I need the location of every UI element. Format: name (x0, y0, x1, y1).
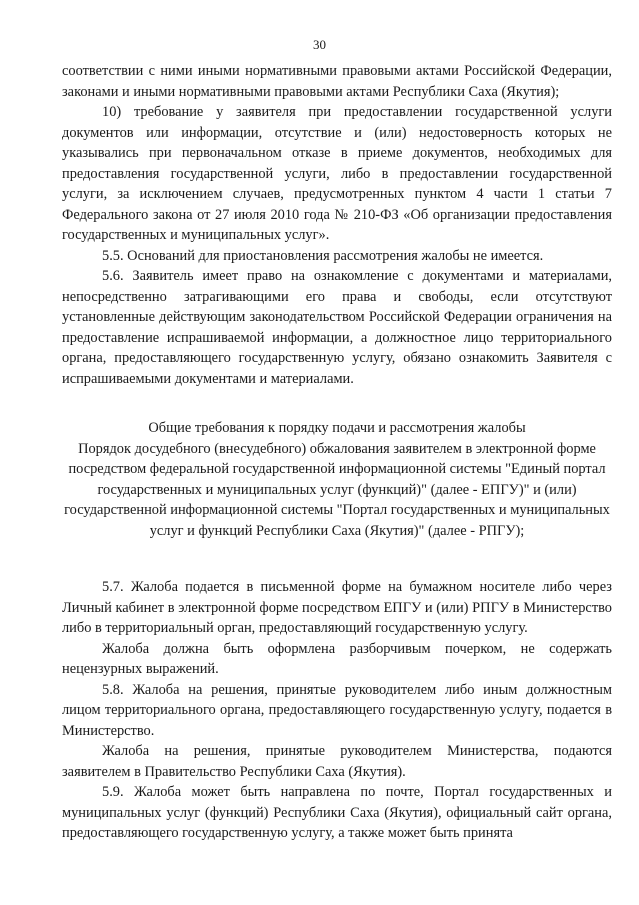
paragraph-5-9: 5.9. Жалоба может быть направлена по почте, Портал государственных и муниципальных услуг (функций) Республики Саха (Якутия), официальный сайт органа, предоставляющего государственную услугу, а также может быть принята (62, 784, 612, 841)
heading-line-appeal-procedure: Порядок досудебного (внесудебного) обжалования заявителем в электронной форме посредством федеральной государственной информационной системы "Единый портал государственных и муниципальных услуг (функций)" (далее - ЕПГУ)" и (или) государственной информационной системы "Портал государственных и муниципальных услуг и функций Республики Саха (Якутия)" (далее - РПГУ); (64, 440, 610, 539)
paragraph-5-6: 5.6. Заявитель имеет право на ознакомление с документами и материалами, непосредственно затрагивающими его права и свободы, если отсутствуют установленные действующим законодательством Российской Федерации ограничения на предоставление испрашиваемой информации, а должностное лицо территориального органа, предоставляющего государственную услугу, обязано ознакомить Заявителя с испрашиваемыми документами и материалами. (62, 268, 612, 387)
bottom-text-block (62, 577, 612, 844)
top-text-block (62, 61, 612, 389)
paragraph-continuation: соответствии с ними иными нормативными правовыми актами Российской Федерации, законами и иными нормативными правовыми актами Республики Саха (Якутия); (62, 63, 612, 100)
page-number: 30 (313, 37, 326, 52)
paragraph-complaint-format: Жалоба должна быть оформлена разборчивым почерком, не содержать нецензурных выражений. (62, 640, 612, 677)
paragraph-5-5: 5.5. Оснований для приостановления рассмотрения жалобы не имеется. (102, 247, 544, 264)
paragraph-complaint-government: Жалоба на решения, принятые руководителем Министерства, подаются заявителем в Правительство Республики Саха (Якутия). (62, 743, 612, 780)
heading-line-general-requirements: Общие требования к порядку подачи и рассмотрения жалобы (148, 420, 526, 436)
section-heading (62, 418, 612, 541)
paragraph-item-10: 10) требование у заявителя при предоставлении государственной услуги документов или информации, отсутствие и (или) недостоверность которых не указывались при первоначальном отказе в приеме документов, необходимых для предоставления государственной услуги, либо в предоставлении государственной услуги, за исключением случаев, предусмотренных пунктом 4 части 1 статьи 7 Федерального закона от 27 июля 2010 года № 210-ФЗ «Об организации предоставления государственных и муниципальных услуг». (62, 104, 612, 243)
paragraph-5-8: 5.8. Жалоба на решения, принятые руководителем либо иным должностным лицом территориального органа, предоставляющего государственную услугу, подается в Министерство. (62, 681, 612, 739)
paragraph-5-7: 5.7. Жалоба подается в письменной форме на бумажном носителе либо через Личный кабинет в электронной форме посредством ЕПГУ и (или) РПГУ в Министерство либо в территориальный орган, предоставляющий государственную услугу. (62, 579, 612, 636)
